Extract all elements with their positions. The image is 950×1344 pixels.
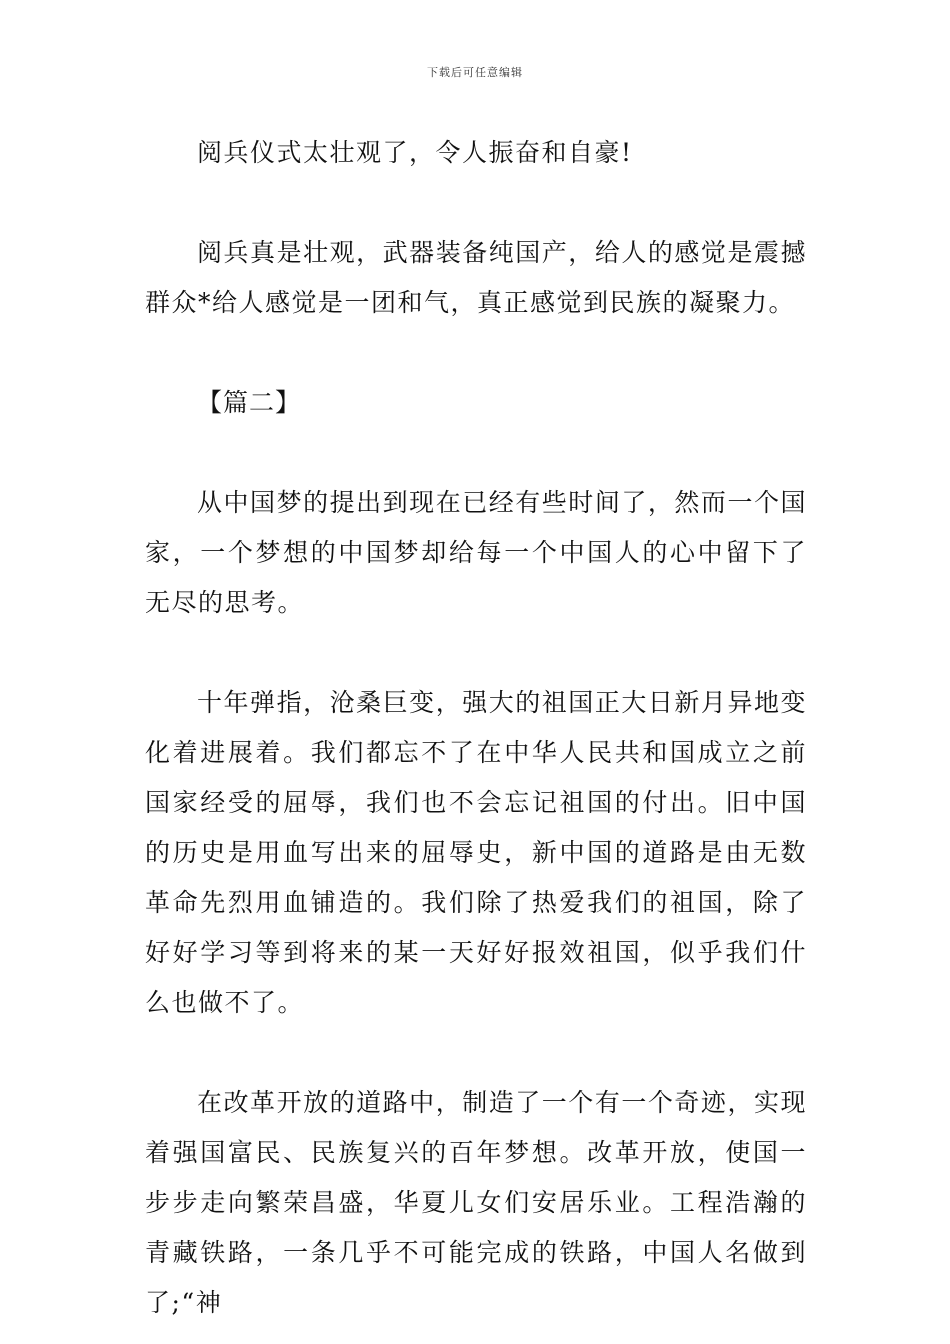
paragraph-parade-impression: 阅兵仪式太壮观了，令人振奋和自豪! xyxy=(197,138,633,167)
paragraph-reform-opening: 在改革开放的道路中，制造了一个有一个奇迹，实现着强国富民、民族复兴的百年梦想。改革开放，使国一步步走向繁荣昌盛，华夏儿女们安居乐业。工程浩瀚的青藏铁路，一条几乎不可能完成的铁路，中国人名做到了;“神 xyxy=(145,1088,807,1317)
section-heading-part-two: 【篇二】 xyxy=(197,388,302,417)
paragraph-china-dream: 从中国梦的提出到现在已经有些时间了，然而一个国家，一个梦想的中国梦却给每一个中国人的心中留下了无尽的思考。 xyxy=(145,488,807,617)
paragraph-history: 十年弹指，沧桑巨变，强大的祖国正大日新月异地变化着进展着。我们都忘不了在中华人民共和国成立之前国家经受的屈辱，我们也不会忘记祖国的付出。旧中国的历史是用血写出来的屈辱史，新中国的道路是由无数革命先烈用血铺造的。我们除了热爱我们的祖国，除了好好学习等到将来的某一天好好报效祖国，似乎我们什么也做不了。 xyxy=(145,688,807,1017)
page-header: 下载后可任意编辑 xyxy=(427,66,523,79)
document-body xyxy=(145,128,807,1328)
paragraph-parade-weapons: 阅兵真是壮观，武器装备纯国产，给人的感觉是震撼群众*给人感觉是一团和气，真正感觉到民族的凝聚力。 xyxy=(145,238,807,317)
